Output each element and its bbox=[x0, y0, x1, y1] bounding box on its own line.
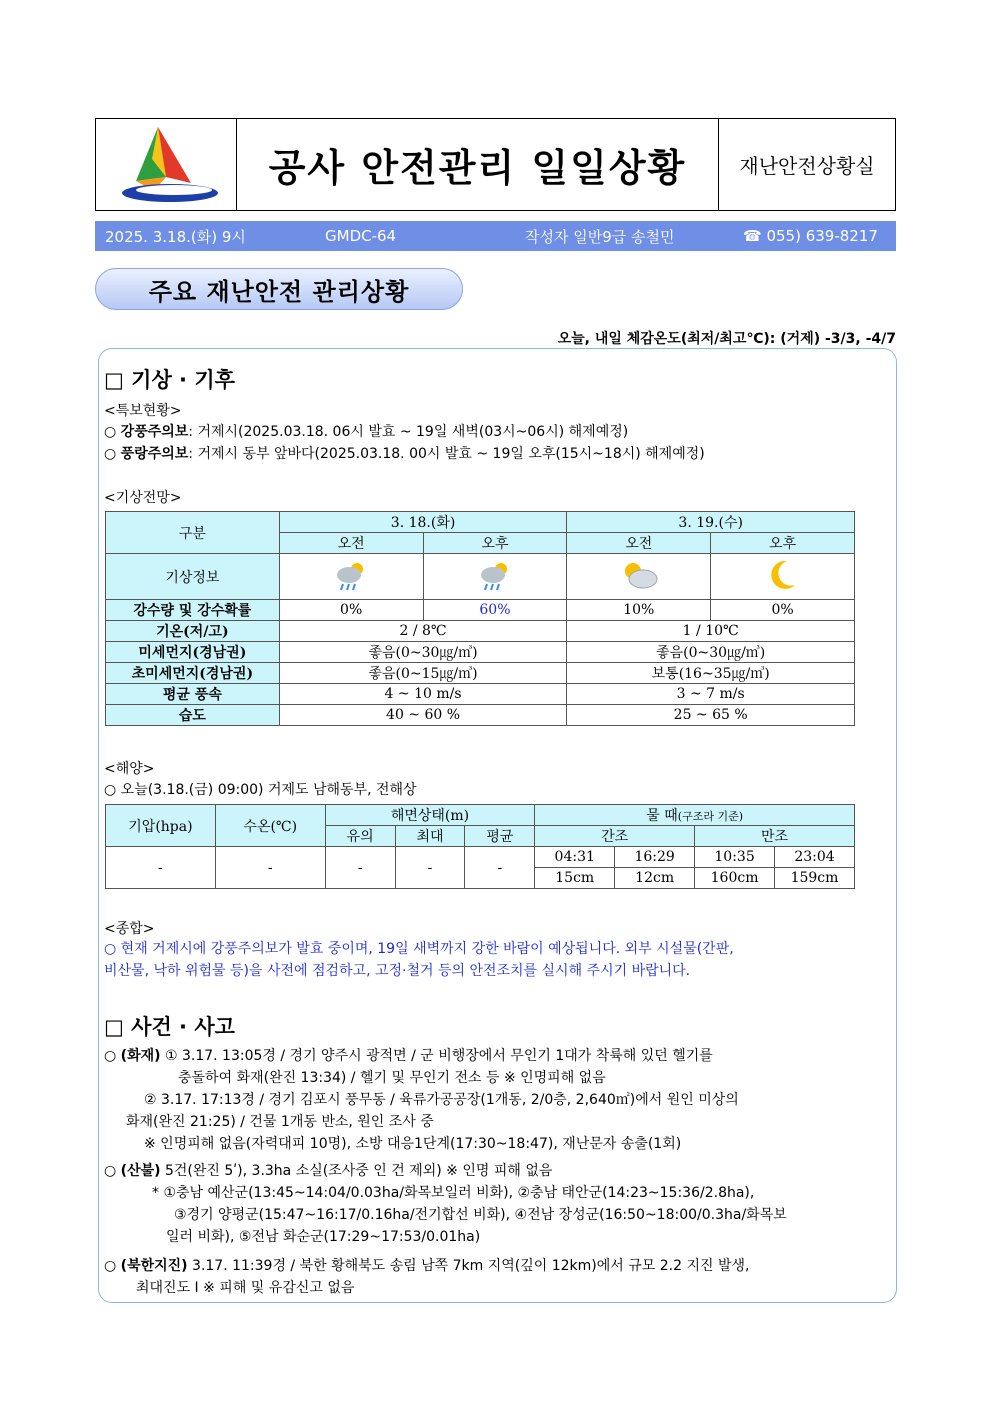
forecast-icon-cell bbox=[567, 554, 711, 600]
humidity-value: 40 ~ 60 % bbox=[279, 705, 567, 726]
earthquake-block: ○ (북한지진) 3.17. 11:39경 / 북한 황해북도 송림 남쪽 7km 지역(깊이 12km)에서 규모 2.2 지진 발생, 최대진도 I ※ 피해 및 유감신고 없음 bbox=[104, 1255, 894, 1299]
low-tide-header: 간조 bbox=[535, 826, 695, 847]
pm10-value: 좋음(0~30㎍/㎥) bbox=[567, 642, 855, 663]
weather-row-label: 기상정보 bbox=[106, 554, 280, 600]
forest-fire-line: ③경기 양평군(15:47~16:17/0.16ha/전기합선 비화), ④전남 장성군(16:50~18:00/0.3ha/화목보 bbox=[174, 1207, 787, 1223]
warning-line-1: ○ 강풍주의보: 거제시(2025.03.18. 06시 발효 ~ 19일 새벽(03시~06시) 해제예정) bbox=[104, 424, 629, 440]
humidity-value: 25 ~ 65 % bbox=[567, 705, 855, 726]
tide-time: 16:29 bbox=[615, 847, 695, 868]
wave-col-header: 유의 bbox=[325, 826, 395, 847]
rain-value: 0% bbox=[279, 600, 423, 621]
fire-block: ○ (화재) ① 3.17. 13:05경 / 경기 양주시 광적면 / 군 비행장에서 무인기 1대가 착륙해 있던 헬기를 충돌하여 화재(완진 13:34) / 헬기 및 무인기 전소 등 ※ 인명피해 없음 ② 3.17. 17:13경 / 경기 김포시 풍무동 / 육류가공공장(1개동, 2/0층, 2,640㎡)에서 원인 미상의 화재(완진 21:25) / 건물 1개동 반소, 원인 조사 중 ※ 인명피해 없음(자력대피 10명), 소방 대응1단계(17:30~18:47), 재난문자 송출(1회) bbox=[104, 1045, 894, 1155]
water-temp-header: 수온(℃) bbox=[215, 805, 325, 847]
pm10-value: 좋음(0~30㎍/㎥) bbox=[279, 642, 567, 663]
earthquake-tag: (북한지진) bbox=[120, 1258, 188, 1274]
tide-time: 23:04 bbox=[775, 847, 855, 868]
summary-label: <종합> bbox=[104, 921, 155, 937]
fire-line: 충돌하여 화재(완진 13:34) / 헬기 및 무인기 전소 등 ※ 인명피해 없음 bbox=[178, 1070, 606, 1086]
report-code: GMDC-64 bbox=[325, 227, 397, 245]
warning-2-name: 풍랑주의보 bbox=[120, 446, 189, 462]
humidity-row-label: 습도 bbox=[106, 705, 280, 726]
forecast-icon-cell bbox=[279, 554, 423, 600]
feel-temperature: 오늘, 내일 체감온도(최저/최고℃): (거제) -3/3, -4/7 bbox=[557, 331, 896, 347]
earthquake-line: 3.17. 11:39경 / 북한 황해북도 송림 남쪽 7km 지역(깊이 12km)에서 규모 2.2 지진 발생, bbox=[192, 1258, 750, 1274]
fire-line: ② 3.17. 17:13경 / 경기 김포시 풍무동 / 육류가공공장(1개동, 2/0층, 2,640㎡)에서 원인 미상의 bbox=[144, 1092, 739, 1108]
weather-section-title: □ 기상 · 기후 bbox=[104, 368, 235, 392]
day2-am-header: 오전 bbox=[567, 533, 711, 554]
wave-col-header: 평균 bbox=[465, 826, 535, 847]
category-header: 구분 bbox=[106, 512, 280, 554]
pressure-value: - bbox=[106, 847, 216, 889]
report-title: 공사 안전관리 일일상황 bbox=[237, 119, 719, 210]
forecast-icon-cell bbox=[423, 554, 567, 600]
report-author: 작성자 일반9급 송철민 bbox=[525, 227, 675, 246]
cloud-sun-icon bbox=[617, 557, 661, 593]
tide-level: 15cm bbox=[535, 868, 615, 889]
logo-icon bbox=[96, 119, 236, 212]
day1-am-header: 오전 bbox=[279, 533, 423, 554]
forecast-table bbox=[105, 511, 855, 726]
department-name: 재난안전상황실 bbox=[739, 154, 875, 178]
day2-header: 3. 19.(수) bbox=[567, 512, 855, 533]
tide-time: 10:35 bbox=[695, 847, 775, 868]
moon-icon bbox=[765, 557, 801, 593]
pm25-row-label: 초미세먼지(경남권) bbox=[106, 663, 280, 684]
wind-value: 3 ~ 7 m/s bbox=[567, 684, 855, 705]
day1-pm-header: 오후 bbox=[423, 533, 567, 554]
fire-line: 화재(완진 21:25) / 건물 1개동 반소, 원인 조사 중 bbox=[126, 1114, 434, 1130]
info-bar bbox=[95, 221, 896, 251]
tide-level: 159cm bbox=[775, 868, 855, 889]
wave-value: - bbox=[465, 847, 535, 889]
rain-cloud-sun-icon bbox=[331, 557, 371, 593]
wind-value: 4 ~ 10 m/s bbox=[279, 684, 567, 705]
contact-phone: ☎ 055) 639-8217 bbox=[743, 227, 878, 245]
warning-line-2: ○ 풍랑주의보: 거제시 동부 앞바다(2025.03.18. 00시 발효 ~ 19일 오후(15시~18시) 해제예정) bbox=[104, 446, 705, 462]
tide-header bbox=[535, 805, 855, 826]
forest-fire-tag: (산불) bbox=[120, 1163, 161, 1179]
temp-row-label: 기온(저/고) bbox=[106, 621, 280, 642]
sea-line: ○ 오늘(3.18.(금) 09:00) 거제도 남해동부, 전해상 bbox=[104, 782, 417, 798]
wave-header: 해면상태(m) bbox=[325, 805, 535, 826]
day2-pm-header: 오후 bbox=[711, 533, 855, 554]
rain-value: 0% bbox=[711, 600, 855, 621]
fire-line: ※ 인명피해 없음(자력대피 10명), 소방 대응1단계(17:30~18:47), 재난문자 송출(1회) bbox=[144, 1136, 682, 1152]
day1-header: 3. 18.(화) bbox=[279, 512, 567, 533]
fire-tag: (화재) bbox=[120, 1048, 161, 1064]
forest-fire-line: 일러 비화), ⑤전남 화순군(17:29~17:53/0.01ha) bbox=[166, 1229, 481, 1245]
organization-logo bbox=[96, 119, 237, 210]
rain-cloud-sun-icon bbox=[475, 557, 515, 593]
forest-fire-line: * ①충남 예산군(13:45~14:04/0.03ha/화목보일러 비화), ②충남 태안군(14:23~15:36/2.8ha), bbox=[152, 1185, 755, 1201]
report-header bbox=[95, 118, 896, 211]
wave-value: - bbox=[395, 847, 465, 889]
earthquake-line: 최대진도 I ※ 피해 및 유감신고 없음 bbox=[136, 1280, 355, 1296]
forecast-label: <기상전망> bbox=[104, 490, 182, 506]
pressure-header: 기압(hpa) bbox=[106, 805, 216, 847]
summary-line: 비산물, 낙하 위험물 등)을 사전에 점검하고, 고정·철거 등의 안전조치를 실시해 주시기 바랍니다. bbox=[104, 963, 691, 979]
tide-time: 04:31 bbox=[535, 847, 615, 868]
water-temp-value: - bbox=[215, 847, 325, 889]
sea-label: <해양> bbox=[104, 761, 155, 777]
temp-value: 2 / 8℃ bbox=[279, 621, 567, 642]
rain-row-label: 강수량 및 강수확률 bbox=[106, 600, 280, 621]
tide-note: (구조라 기준) bbox=[677, 810, 743, 823]
rain-value: 10% bbox=[567, 600, 711, 621]
report-date: 2025. 3.18.(화) 9시 bbox=[105, 227, 246, 246]
tide-level: 12cm bbox=[615, 868, 695, 889]
rain-value: 60% bbox=[423, 600, 567, 621]
sea-table bbox=[105, 804, 855, 889]
summary-line: ○ 현재 거제시에 강풍주의보가 발효 중이며, 19일 새벽까지 강한 바람이 예상됩니다. 외부 시설물(간판, bbox=[104, 941, 734, 957]
warning-2-text: : 거제시 동부 앞바다(2025.03.18. 00시 발효 ~ 19일 오후(15시~18시) 해제예정) bbox=[188, 446, 705, 462]
pm25-value: 보통(16~35㎍/㎥) bbox=[567, 663, 855, 684]
fire-line: ① 3.17. 13:05경 / 경기 양주시 광적면 / 군 비행장에서 무인기 1대가 착륙해 있던 헬기를 bbox=[164, 1048, 713, 1064]
forest-fire-block: ○ (산불) 5건(완진 5ʹ), 3.3ha 소실(조사중 인 건 제외) ※ 인명 피해 없음 * ①충남 예산군(13:45~14:04/0.03ha/화목보일러 비화), ②충남 태안군(14:23~15:36/2.8ha), ③경기 양평군(15:47~16:17/0.16ha/전기합선 비화), ④전남 장성군(16:50~18:00/0.3ha/화목보 일러 비화), ⑤전남 화순군(17:29~17:53/0.01ha) bbox=[104, 1160, 894, 1248]
forest-fire-line: 5건(완진 5ʹ), 3.3ha 소실(조사중 인 건 제외) ※ 인명 피해 없음 bbox=[164, 1163, 553, 1179]
incident-section-title: □ 사건 · 사고 bbox=[104, 1015, 235, 1039]
pm10-row-label: 미세먼지(경남권) bbox=[106, 642, 280, 663]
temp-value: 1 / 10℃ bbox=[567, 621, 855, 642]
warning-1-name: 강풍주의보 bbox=[120, 424, 189, 440]
summary-text bbox=[104, 938, 894, 982]
wind-row-label: 평균 풍속 bbox=[106, 684, 280, 705]
wave-col-header: 최대 bbox=[395, 826, 465, 847]
forecast-icon-cell bbox=[711, 554, 855, 600]
pm25-value: 좋음(0~15㎍/㎥) bbox=[279, 663, 567, 684]
wave-value: - bbox=[325, 847, 395, 889]
section-heading: 주요 재난안전 관리상황 bbox=[95, 268, 463, 310]
warning-1-text: : 거제시(2025.03.18. 06시 발효 ~ 19일 새벽(03시~06시) 해제예정) bbox=[188, 424, 629, 440]
warning-label: <특보현황> bbox=[104, 403, 182, 419]
high-tide-header: 만조 bbox=[695, 826, 855, 847]
tide-title: 물 때 bbox=[646, 808, 678, 824]
tide-level: 160cm bbox=[695, 868, 775, 889]
